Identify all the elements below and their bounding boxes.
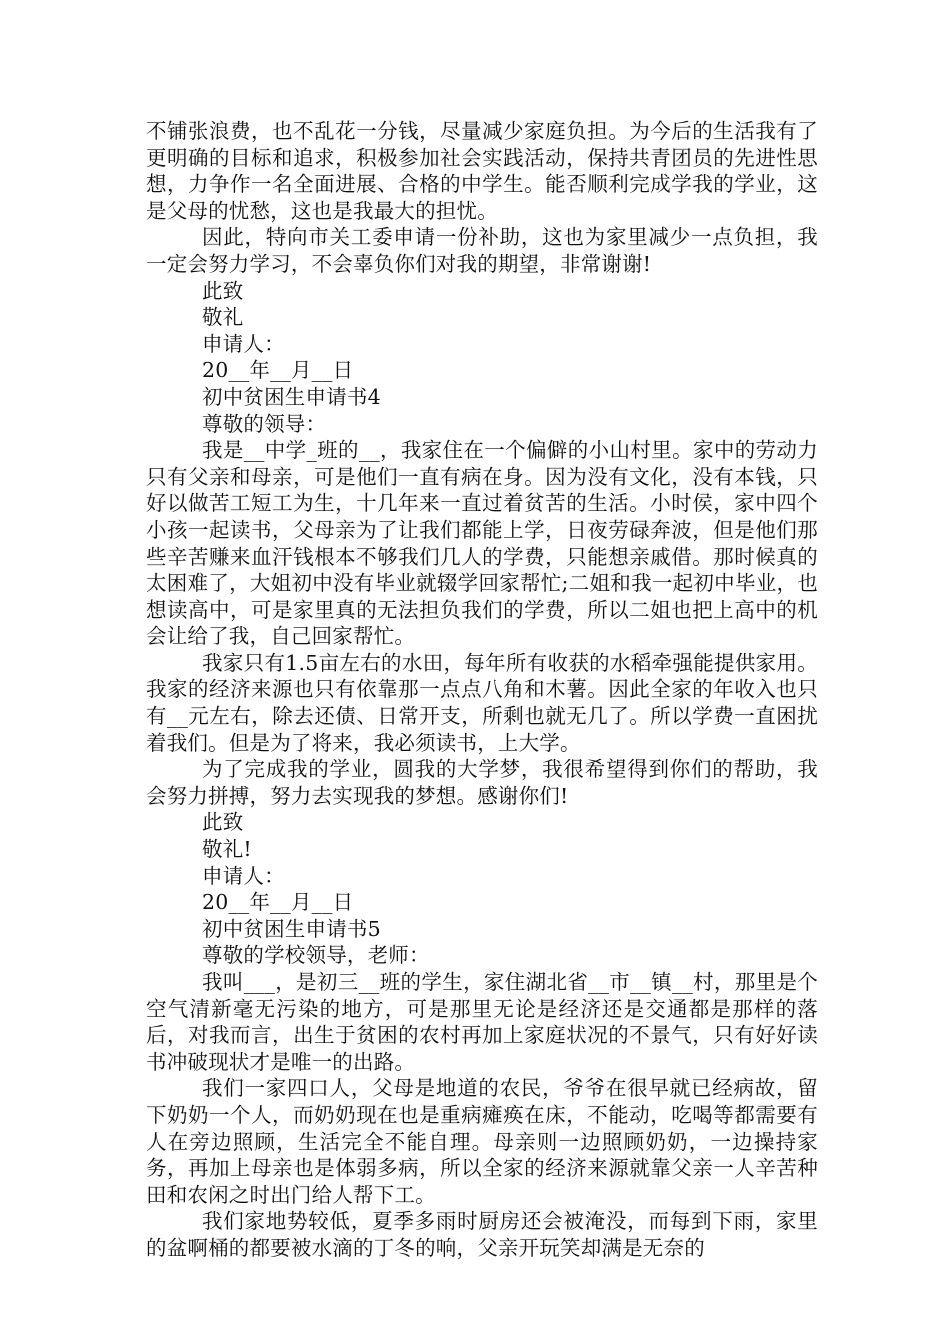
paragraph-7: 我们一家四口人，父母是地道的农民，爷爷在很早就已经病故，留下奶奶一个人，而奶奶现在也是重病瘫痪在床，不能动，吃喝等都需要有人在旁边照顾，生活完全不能自理。母亲则一边照顾奶奶，一边操持家务，再加上母亲也是体弱多病，所以全家的经济来源就靠父亲一人辛苦种田和农闲之时出门给人帮下工。	[146, 1076, 818, 1207]
paragraph-6: 我叫___，是初三__班的学生，家住湖北省__市__镇__村，那里是个空气清新毫无污染的地方，可是那里无论是经济还是交通都是那样的落后，对我而言，出生于贫困的农村再加上家庭状况的不景气，只有好好读书冲破现状才是唯一的出路。	[146, 970, 818, 1074]
closing-jingli-2: 敬礼!	[202, 837, 252, 862]
applicant-label-2: 申请人：	[202, 863, 285, 888]
salutation-4: 尊敬的领导：	[202, 411, 327, 436]
closing-cizhi-2: 此致	[202, 810, 244, 835]
paragraph-1: 不铺张浪费，也不乱花一分钱，尽量减少家庭负担。为今后的生活我有了更明确的目标和追求，积极参加社会实践活动，保持共青团员的先进性思想，力争作一名全面进展、合格的中学生。能否顺利完成学我的学业，这是父母的忧愁，这也是我最大的担忧。	[146, 119, 818, 223]
document-body	[146, 118, 818, 1262]
applicant-label-1: 申请人：	[202, 331, 285, 356]
closing-jingli-1: 敬礼	[202, 305, 244, 330]
paragraph-3: 我是__中学_班的__，我家住在一个偏僻的小山村里。家中的劳动力只有父亲和母亲，可是他们一直有病在身。因为没有文化，没有本钱，只好以做苦工短工为生，十几年来一直过着贫苦的生活。小时侯，家中四个小孩一起读书，父母亲为了让我们都能上学，日夜劳碌奔波，但是他们那些辛苦赚来血汗钱根本不够我们几人的学费，只能想亲戚借。那时候真的太困难了，大姐初中没有毕业就辍学回家帮忙;二姐和我一起初中毕业，也想读高中，可是家里真的无法担负我们的学费，所以二姐也把上高中的机会让给了我，自己回家帮忙。	[146, 438, 818, 649]
paragraph-4: 我家只有1.5亩左右的水田，每年所有收获的水稻牵强能提供家用。我家的经济来源也只有依靠那一点点八角和木薯。因此全家的年收入也只有__元左右，除去还债、日常开支，所剩也就无几了。所以学费一直困扰着我们。但是为了将来，我必须读书，上大学。	[146, 650, 818, 755]
date-line-2: 20__年__月__日	[202, 890, 354, 915]
salutation-5: 尊敬的学校领导，老师：	[202, 943, 430, 968]
section-title-4: 初中贫困生申请书4	[202, 384, 381, 409]
paragraph-2: 因此，特向市关工委申请一份补助，这也为家里减少一点负担，我一定会努力学习，不会辜负你们对我的期望，非常谢谢!	[146, 225, 818, 276]
paragraph-8: 我们家地势较低，夏季多雨时厨房还会被淹没，而每到下雨，家里的盆啊桶的都要被水滴的丁冬的响，父亲开玩笑却满是无奈的	[146, 1209, 818, 1260]
section-title-5: 初中贫困生申请书5	[202, 916, 381, 941]
paragraph-5: 为了完成我的学业，圆我的大学梦，我很希望得到你们的帮助，我会努力拼搏，努力去实现我的梦想。感谢你们!	[146, 757, 818, 808]
closing-cizhi-1: 此致	[202, 278, 244, 303]
date-line-1: 20__年__月__日	[202, 358, 354, 383]
